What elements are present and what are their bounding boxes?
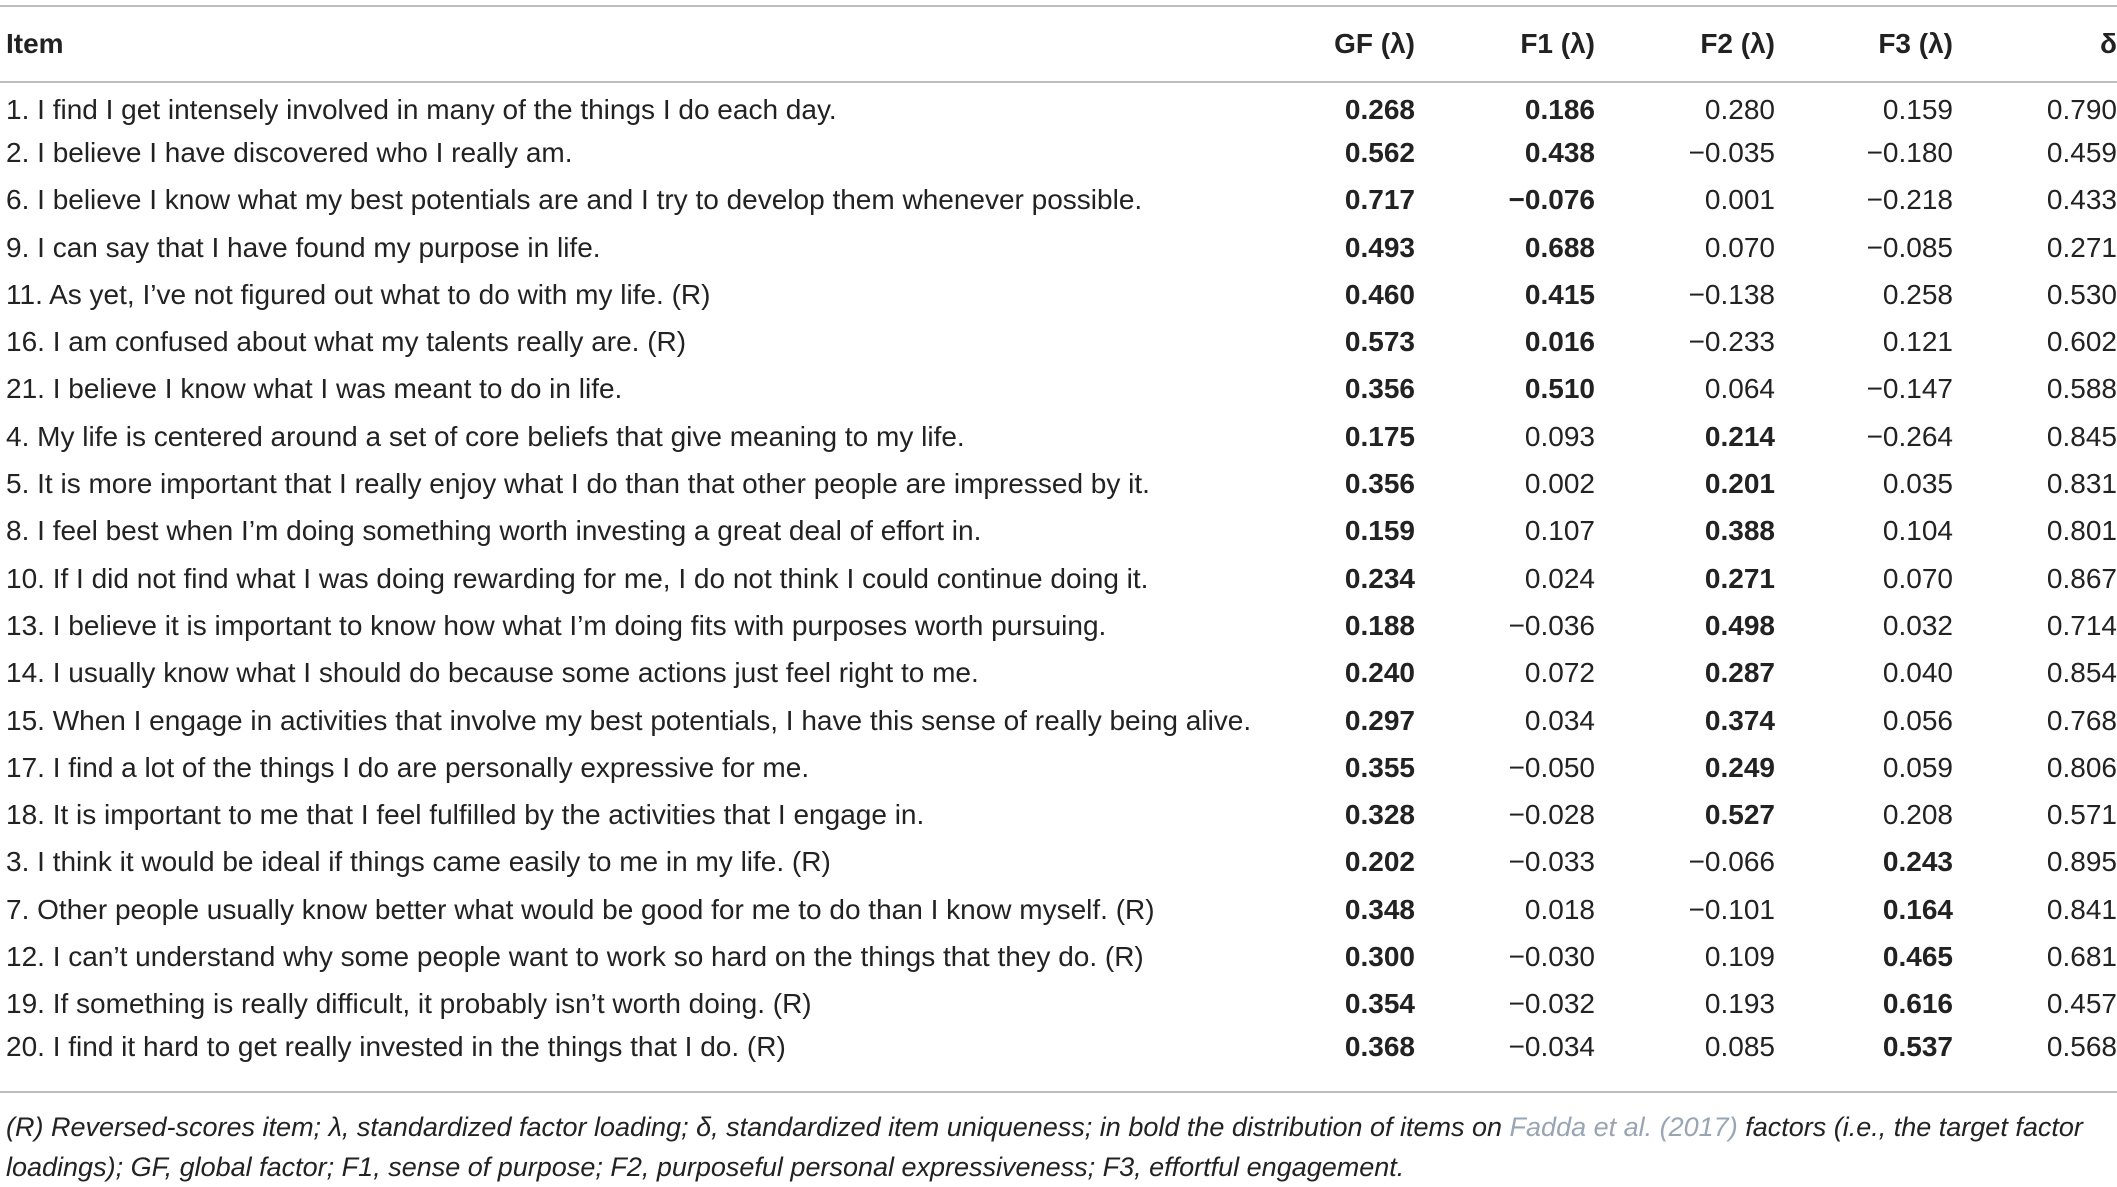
item-text-cell: 8. I feel best when I’m doing something worth investing a great deal of effort in.: [6, 515, 982, 547]
footnote-text: [6, 1107, 2111, 1187]
item-text-cell: 19. If something is really difficult, it probably isn’t worth doing. (R): [6, 988, 812, 1020]
f1-loading-cell: 0.688: [1524, 231, 1595, 263]
item-text-cell: 4. My life is centered around a set of core beliefs that give meaning to my life.: [6, 420, 965, 452]
f3-loading-cell: −0.218: [1866, 184, 1953, 216]
delta-cell: 0.457: [2046, 988, 2117, 1020]
delta-cell: 0.841: [2046, 893, 2117, 925]
delta-cell: 0.831: [2046, 468, 2117, 500]
delta-cell: 0.867: [2046, 562, 2117, 594]
f3-loading-cell: 0.159: [1882, 94, 1953, 126]
gf-loading-cell: 0.328: [1344, 799, 1415, 831]
f3-loading-cell: −0.180: [1866, 136, 1953, 168]
gf-loading-cell: 0.717: [1344, 184, 1415, 216]
gf-loading-cell: 0.368: [1344, 1030, 1415, 1062]
table-row: [0, 933, 2117, 980]
delta-cell: 0.602: [2046, 326, 2117, 358]
delta-cell: 0.714: [2046, 609, 2117, 641]
delta-cell: 0.459: [2046, 136, 2117, 168]
factor-loadings-table: [0, 5, 2117, 1075]
f3-loading-cell: 0.040: [1882, 657, 1953, 689]
delta-cell: 0.271: [2046, 231, 2117, 263]
item-text-cell: 20. I find it hard to get really invested in the things that I do. (R): [6, 1030, 786, 1062]
table-row: [0, 1028, 2117, 1075]
item-text-cell: 2. I believe I have discovered who I really am.: [6, 136, 573, 168]
gf-loading-cell: 0.300: [1344, 940, 1415, 972]
gf-loading-cell: 0.356: [1344, 468, 1415, 500]
gf-loading-cell: 0.348: [1344, 893, 1415, 925]
gf-loading-cell: 0.573: [1344, 326, 1415, 358]
f2-loading-cell: 0.201: [1704, 468, 1775, 500]
gf-loading-cell: 0.493: [1344, 231, 1415, 263]
item-text-cell: 16. I am confused about what my talents really are. (R): [6, 326, 687, 358]
f2-loading-cell: 0.109: [1704, 940, 1775, 972]
delta-cell: 0.568: [2046, 1030, 2117, 1062]
table-row: [0, 82, 2117, 129]
f1-loading-cell: 0.024: [1524, 562, 1595, 594]
f1-loading-cell: 0.018: [1524, 893, 1595, 925]
f3-loading-cell: 0.035: [1882, 468, 1953, 500]
f2-loading-cell: 0.249: [1704, 751, 1775, 783]
item-text-cell: 15. When I engage in activities that involve my best potentials, I have this sense of really being alive.: [6, 704, 1252, 736]
f3-loading-cell: 0.258: [1882, 278, 1953, 310]
f2-loading-cell: 0.498: [1704, 609, 1775, 641]
f3-loading-cell: −0.264: [1866, 420, 1953, 452]
f1-loading-cell: −0.030: [1508, 940, 1595, 972]
f1-loading-cell: 0.016: [1524, 326, 1595, 358]
f1-loading-cell: −0.076: [1508, 184, 1595, 216]
f1-loading-cell: −0.036: [1508, 609, 1595, 641]
table-row: [0, 413, 2117, 460]
header-f3: F3 (λ): [1775, 6, 1953, 82]
table-header-row: [0, 6, 2117, 82]
item-text-cell: 5. It is more important that I really enjoy what I do than that other people are impressed by it.: [6, 468, 1150, 500]
header-f1: F1 (λ): [1415, 6, 1595, 82]
delta-cell: 0.845: [2046, 420, 2117, 452]
f1-loading-cell: −0.032: [1508, 988, 1595, 1020]
table-row: [0, 129, 2117, 176]
f1-loading-cell: 0.415: [1524, 278, 1595, 310]
table-row: [0, 744, 2117, 791]
table-row: [0, 555, 2117, 602]
f3-loading-cell: 0.537: [1882, 1030, 1953, 1062]
item-text-cell: 1. I find I get intensely involved in many of the things I do each day.: [6, 94, 837, 126]
f1-loading-cell: 0.438: [1524, 136, 1595, 168]
gf-loading-cell: 0.355: [1344, 751, 1415, 783]
f2-loading-cell: 0.193: [1704, 988, 1775, 1020]
f2-loading-cell: 0.527: [1704, 799, 1775, 831]
delta-cell: 0.801: [2046, 515, 2117, 547]
f1-loading-cell: 0.093: [1524, 420, 1595, 452]
item-text-cell: 18. It is important to me that I feel fulfilled by the activities that I engage in.: [6, 799, 925, 831]
f1-loading-cell: 0.002: [1524, 468, 1595, 500]
f2-loading-cell: 0.271: [1704, 562, 1775, 594]
f3-loading-cell: 0.070: [1882, 562, 1953, 594]
f3-loading-cell: −0.147: [1866, 373, 1953, 405]
f3-loading-cell: 0.059: [1882, 751, 1953, 783]
table-row: [0, 366, 2117, 413]
item-text-cell: 9. I can say that I have found my purpose in life.: [6, 231, 601, 263]
header-delta: δ: [1953, 6, 2117, 82]
f3-loading-cell: 0.121: [1882, 326, 1953, 358]
table-row: [0, 602, 2117, 649]
f2-loading-cell: −0.035: [1688, 136, 1775, 168]
f1-loading-cell: −0.033: [1508, 846, 1595, 878]
f2-loading-cell: 0.280: [1704, 94, 1775, 126]
gf-loading-cell: 0.562: [1344, 136, 1415, 168]
table-row: [0, 318, 2117, 365]
table-row: [0, 460, 2117, 507]
f2-loading-cell: 0.214: [1704, 420, 1775, 452]
table-row: [0, 886, 2117, 933]
gf-loading-cell: 0.188: [1344, 609, 1415, 641]
item-text-cell: 7. Other people usually know better what would be good for me to do than I know myself. (R): [6, 893, 1155, 925]
gf-loading-cell: 0.159: [1344, 515, 1415, 547]
footnote-before: (R) Reversed-scores item; λ, standardized factor loading; δ, standardized item uniqueness; in bold the distribution of items on: [6, 1112, 1510, 1142]
f1-loading-cell: −0.034: [1508, 1030, 1595, 1062]
f2-loading-cell: 0.388: [1704, 515, 1775, 547]
item-text-cell: 14. I usually know what I should do because some actions just feel right to me.: [6, 657, 979, 689]
table-row: [0, 177, 2117, 224]
header-gf: GF (λ): [1305, 6, 1415, 82]
gf-loading-cell: 0.460: [1344, 278, 1415, 310]
gf-loading-cell: 0.240: [1344, 657, 1415, 689]
f2-loading-cell: 0.064: [1704, 373, 1775, 405]
item-text-cell: 13. I believe it is important to know how what I’m doing fits with purposes worth pursuing.: [6, 609, 1107, 641]
f1-loading-cell: −0.028: [1508, 799, 1595, 831]
gf-loading-cell: 0.202: [1344, 846, 1415, 878]
f2-loading-cell: 0.001: [1704, 184, 1775, 216]
delta-cell: 0.571: [2046, 799, 2117, 831]
f2-loading-cell: 0.374: [1704, 704, 1775, 736]
delta-cell: 0.854: [2046, 657, 2117, 689]
delta-cell: 0.806: [2046, 751, 2117, 783]
item-text-cell: 21. I believe I know what I was meant to do in life.: [6, 373, 623, 405]
f2-loading-cell: −0.233: [1688, 326, 1775, 358]
footnote-after: factors (i.e., the target factor loadings); GF, global factor; F1, sense of purpose; F2, purposeful personal expressiveness; F3, effortful engagement.: [6, 1112, 2083, 1182]
delta-cell: 0.895: [2046, 846, 2117, 878]
item-text-cell: 6. I believe I know what my best potentials are and I try to develop them whenever possible.: [6, 184, 1143, 216]
table-row: [0, 791, 2117, 838]
f1-loading-cell: −0.050: [1508, 751, 1595, 783]
f2-loading-cell: −0.138: [1688, 278, 1775, 310]
f3-loading-cell: 0.465: [1882, 940, 1953, 972]
delta-cell: 0.588: [2046, 373, 2117, 405]
header-item: Item: [0, 6, 1305, 82]
table-row: [0, 650, 2117, 697]
item-text-cell: 11. As yet, I’ve not figured out what to do with my life. (R): [6, 278, 711, 310]
delta-cell: 0.790: [2046, 94, 2117, 126]
f3-loading-cell: 0.208: [1882, 799, 1953, 831]
f2-loading-cell: −0.101: [1688, 893, 1775, 925]
f2-loading-cell: 0.070: [1704, 231, 1775, 263]
f2-loading-cell: 0.085: [1704, 1030, 1775, 1062]
table-body: [0, 82, 2117, 1075]
item-text-cell: 12. I can’t understand why some people want to work so hard on the things that they do. (R): [6, 940, 1144, 972]
f3-loading-cell: 0.032: [1882, 609, 1953, 641]
f1-loading-cell: 0.186: [1524, 94, 1595, 126]
header-f2: F2 (λ): [1595, 6, 1775, 82]
gf-loading-cell: 0.356: [1344, 373, 1415, 405]
item-text-cell: 10. If I did not find what I was doing rewarding for me, I do not think I could continue doing it.: [6, 562, 1149, 594]
f1-loading-cell: 0.107: [1524, 515, 1595, 547]
f3-loading-cell: 0.616: [1882, 988, 1953, 1020]
f2-loading-cell: −0.066: [1688, 846, 1775, 878]
f1-loading-cell: 0.034: [1524, 704, 1595, 736]
gf-loading-cell: 0.268: [1344, 94, 1415, 126]
f2-loading-cell: 0.287: [1704, 657, 1775, 689]
table-row: [0, 981, 2117, 1028]
gf-loading-cell: 0.175: [1344, 420, 1415, 452]
delta-cell: 0.530: [2046, 278, 2117, 310]
f3-loading-cell: 0.056: [1882, 704, 1953, 736]
f3-loading-cell: −0.085: [1866, 231, 1953, 263]
f3-loading-cell: 0.243: [1882, 846, 1953, 878]
gf-loading-cell: 0.297: [1344, 704, 1415, 736]
table-row: [0, 697, 2117, 744]
item-text-cell: 3. I think it would be ideal if things came easily to me in my life. (R): [6, 846, 831, 878]
table-row: [0, 839, 2117, 886]
table-footnote: [0, 1091, 2117, 1187]
table-row: [0, 508, 2117, 555]
gf-loading-cell: 0.234: [1344, 562, 1415, 594]
delta-cell: 0.768: [2046, 704, 2117, 736]
f3-loading-cell: 0.164: [1882, 893, 1953, 925]
f3-loading-cell: 0.104: [1882, 515, 1953, 547]
item-text-cell: 17. I find a lot of the things I do are personally expressive for me.: [6, 751, 810, 783]
table-row: [0, 224, 2117, 271]
delta-cell: 0.433: [2046, 184, 2117, 216]
f1-loading-cell: 0.072: [1524, 657, 1595, 689]
table-row: [0, 271, 2117, 318]
citation-link[interactable]: Fadda et al. (2017): [1509, 1112, 1738, 1142]
gf-loading-cell: 0.354: [1344, 988, 1415, 1020]
delta-cell: 0.681: [2046, 940, 2117, 972]
f1-loading-cell: 0.510: [1524, 373, 1595, 405]
